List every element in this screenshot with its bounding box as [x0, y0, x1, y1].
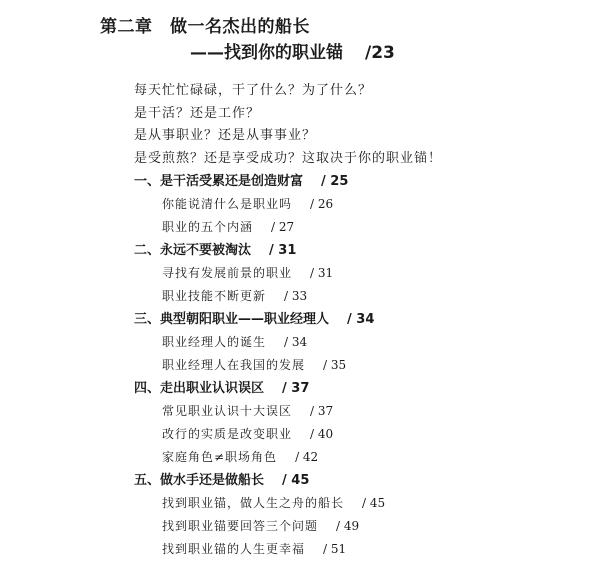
item-page: / 42: [295, 450, 319, 464]
toc-section[interactable]: [134, 239, 385, 262]
item-page: / 31: [310, 266, 334, 280]
item-page: / 26: [310, 197, 334, 211]
section-page: / 37: [282, 381, 310, 396]
item-page: / 51: [323, 542, 347, 556]
intro-line: 是干活？还是工作？: [134, 105, 261, 121]
item-page: / 33: [284, 289, 308, 303]
toc-item[interactable]: [134, 354, 385, 377]
toc-item[interactable]: [134, 216, 385, 239]
toc-item[interactable]: [134, 423, 385, 446]
item-page: / 45: [362, 496, 386, 510]
chapter-intro: [134, 80, 442, 170]
item-page: / 27: [271, 220, 295, 234]
item-title: 职业经理人在我国的发展: [162, 358, 306, 372]
section-title: 二、永远不要被淘汰: [134, 243, 252, 258]
toc-section[interactable]: [134, 170, 385, 193]
toc-section[interactable]: [134, 469, 385, 492]
item-title: 你能说清什么是职业吗: [162, 197, 293, 211]
item-title: 找到职业锚的人生更幸福: [162, 542, 306, 556]
item-title: 职业的五个内涵: [162, 220, 254, 234]
toc-item[interactable]: [134, 515, 385, 538]
toc-item[interactable]: [134, 193, 385, 216]
toc-section[interactable]: [134, 308, 385, 331]
chapter-subtitle-line: [190, 38, 395, 63]
item-page: / 35: [323, 358, 347, 372]
item-title: 常见职业认识十大误区: [162, 404, 293, 418]
item-title: 家庭角色≠职场角色: [162, 450, 278, 464]
item-page: / 49: [336, 519, 360, 533]
item-title: 职业技能不断更新: [162, 289, 267, 303]
item-title: 职业经理人的诞生: [162, 335, 267, 349]
table-of-contents: [134, 170, 385, 561]
toc-item[interactable]: [134, 400, 385, 423]
intro-line: 是从事职业？还是从事事业？: [134, 128, 317, 143]
section-title: 一、是干活受累还是创造财富: [134, 174, 304, 189]
item-title: 寻找有发展前景的职业: [162, 266, 293, 280]
toc-item[interactable]: [134, 492, 385, 515]
item-title: 改行的实质是改变职业: [162, 427, 293, 441]
chapter-title: 第二章 做一名杰出的船长: [100, 17, 310, 37]
section-title: 三、典型朝阳职业——职业经理人: [134, 312, 330, 327]
chapter-subtitle: ——找到你的职业锚: [190, 43, 343, 63]
item-title: 找到职业锚，做人生之舟的船长: [162, 496, 345, 510]
toc-item[interactable]: [134, 262, 385, 285]
toc-item[interactable]: [134, 446, 385, 469]
section-title: 四、走出职业认识误区: [134, 381, 265, 396]
toc-section[interactable]: [134, 377, 385, 400]
toc-item[interactable]: [134, 285, 385, 308]
section-page: / 31: [269, 243, 297, 258]
section-page: / 25: [321, 174, 349, 189]
toc-item[interactable]: [134, 331, 385, 354]
item-page: / 34: [284, 335, 308, 349]
item-title: 找到职业锚要回答三个问题: [162, 519, 319, 533]
section-page: / 34: [347, 312, 375, 327]
section-title: 五、做水手还是做船长: [134, 473, 265, 488]
intro-line: 每天忙忙碌碌，干了什么？为了什么？: [134, 83, 373, 98]
item-page: / 37: [310, 404, 334, 418]
item-page: / 40: [310, 427, 334, 441]
section-page: / 45: [282, 473, 310, 488]
chapter-page-number: /23: [365, 43, 395, 63]
intro-line: 是受煎熬？还是享受成功？这取决于你的职业锚！: [134, 150, 443, 166]
